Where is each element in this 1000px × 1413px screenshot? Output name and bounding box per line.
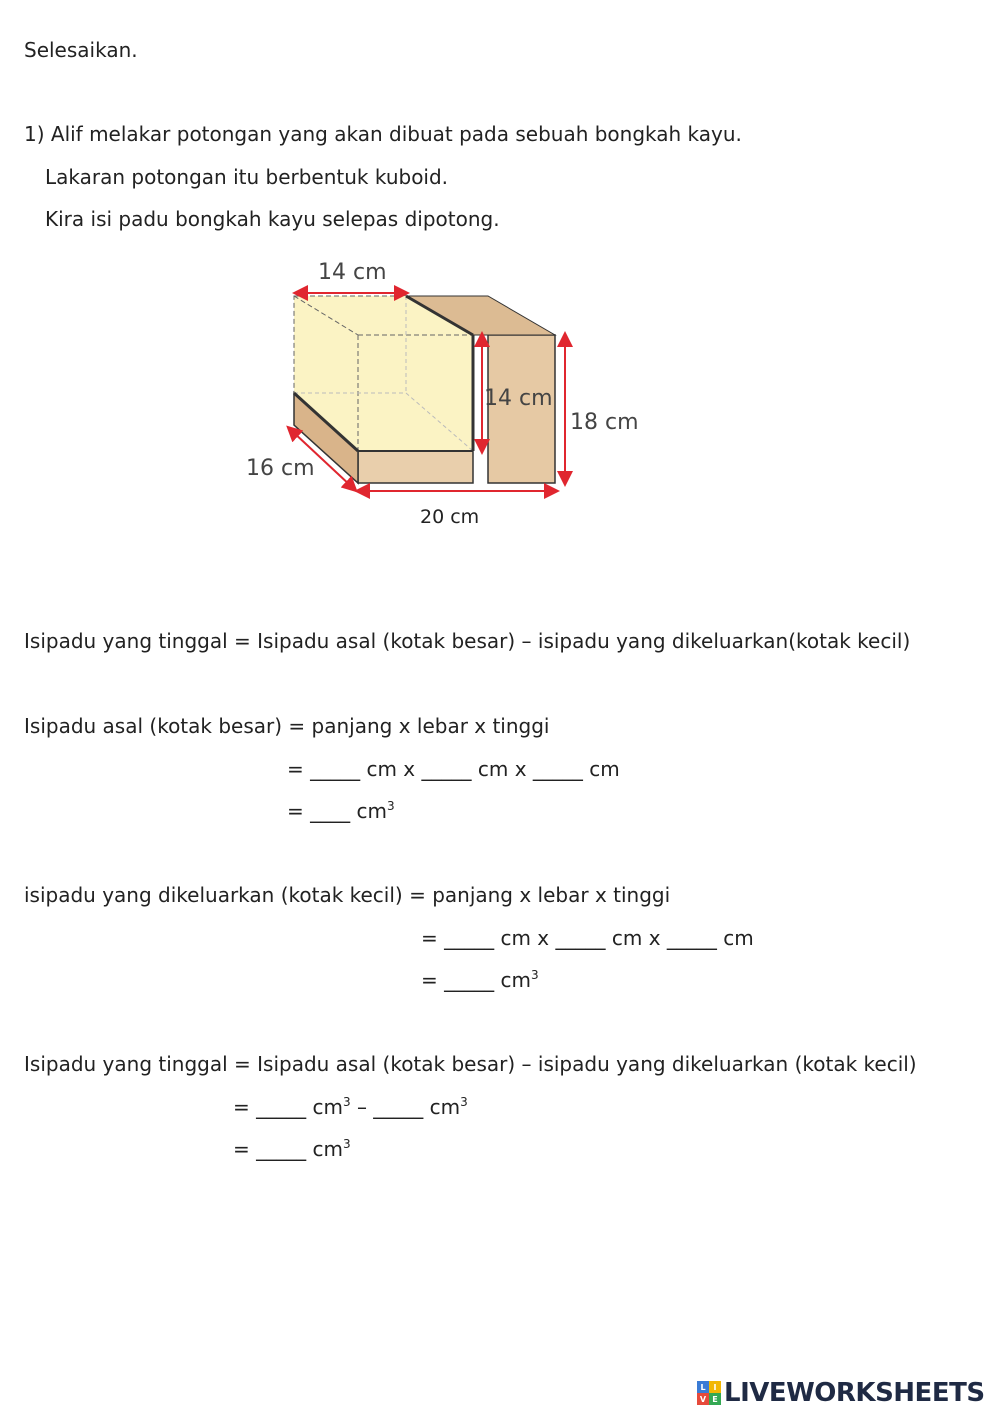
- logo-text: LIVEWORKSHEETS: [724, 1378, 985, 1408]
- small-box-title: isipadu yang dikeluarkan (kotak kecil) = panjang x lebar x tinggi: [24, 883, 671, 907]
- big-box-title: Isipadu asal (kotak besar) = panjang x lebar x tinggi: [24, 714, 550, 738]
- logo-badge-e: E: [709, 1393, 721, 1405]
- question-line-2: Lakaran potongan itu berbentuk kuboid.: [45, 165, 449, 189]
- label-width: 20 cm: [420, 506, 480, 528]
- remaining-title: Isipadu yang tinggal = Isipadu asal (kotak besar) – isipadu yang dikeluarkan (kotak kecil): [24, 1052, 917, 1076]
- small-box-step1: = _____ cm x _____ cm x _____ cm: [421, 926, 754, 950]
- instruction: Selesaikan.: [24, 38, 138, 62]
- small-box-step2: [421, 968, 539, 992]
- remaining-step1: [233, 1095, 468, 1119]
- remaining-step1-a: = _____ cm: [233, 1095, 343, 1119]
- wood-front-face: [358, 451, 473, 483]
- remaining-step1-sup-a: 3: [342, 1095, 351, 1109]
- logo-badge-l: L: [697, 1381, 709, 1393]
- question-line-3: Kira isi padu bongkah kayu selepas dipotong.: [45, 207, 500, 231]
- label-height: 18 cm: [570, 410, 639, 435]
- remaining-step2: [233, 1137, 351, 1161]
- question-line-1: 1) Alif melakar potongan yang akan dibuat pada sebuah bongkah kayu.: [24, 122, 742, 146]
- big-box-step2-sup: 3: [386, 799, 395, 813]
- big-box-step2-text: = ____ cm: [287, 799, 387, 823]
- remaining-step2-sup: 3: [342, 1137, 351, 1151]
- label-top: 14 cm: [318, 260, 387, 285]
- logo-badge-i: I: [709, 1381, 721, 1393]
- cuboid-figure: [230, 255, 650, 530]
- label-depth: 16 cm: [246, 456, 315, 481]
- big-box-step2: [287, 799, 395, 823]
- small-box-step2-sup: 3: [530, 968, 539, 982]
- small-box-step2-text: = _____ cm: [421, 968, 531, 992]
- logo-badge-icon: [697, 1381, 721, 1405]
- formula-main: Isipadu yang tinggal = Isipadu asal (kotak besar) – isipadu yang dikeluarkan(kotak kecil): [24, 629, 911, 653]
- remaining-step1-sup-b: 3: [460, 1095, 468, 1109]
- remaining-step1-b: – _____ cm: [350, 1095, 461, 1119]
- liveworksheets-logo[interactable]: [697, 1378, 985, 1408]
- cuboid-diagram: [230, 255, 650, 530]
- remaining-step2-text: = _____ cm: [233, 1137, 343, 1161]
- logo-badge-v: V: [697, 1393, 709, 1405]
- label-inner: 14 cm: [484, 386, 553, 411]
- big-box-step1: = _____ cm x _____ cm x _____ cm: [287, 757, 620, 781]
